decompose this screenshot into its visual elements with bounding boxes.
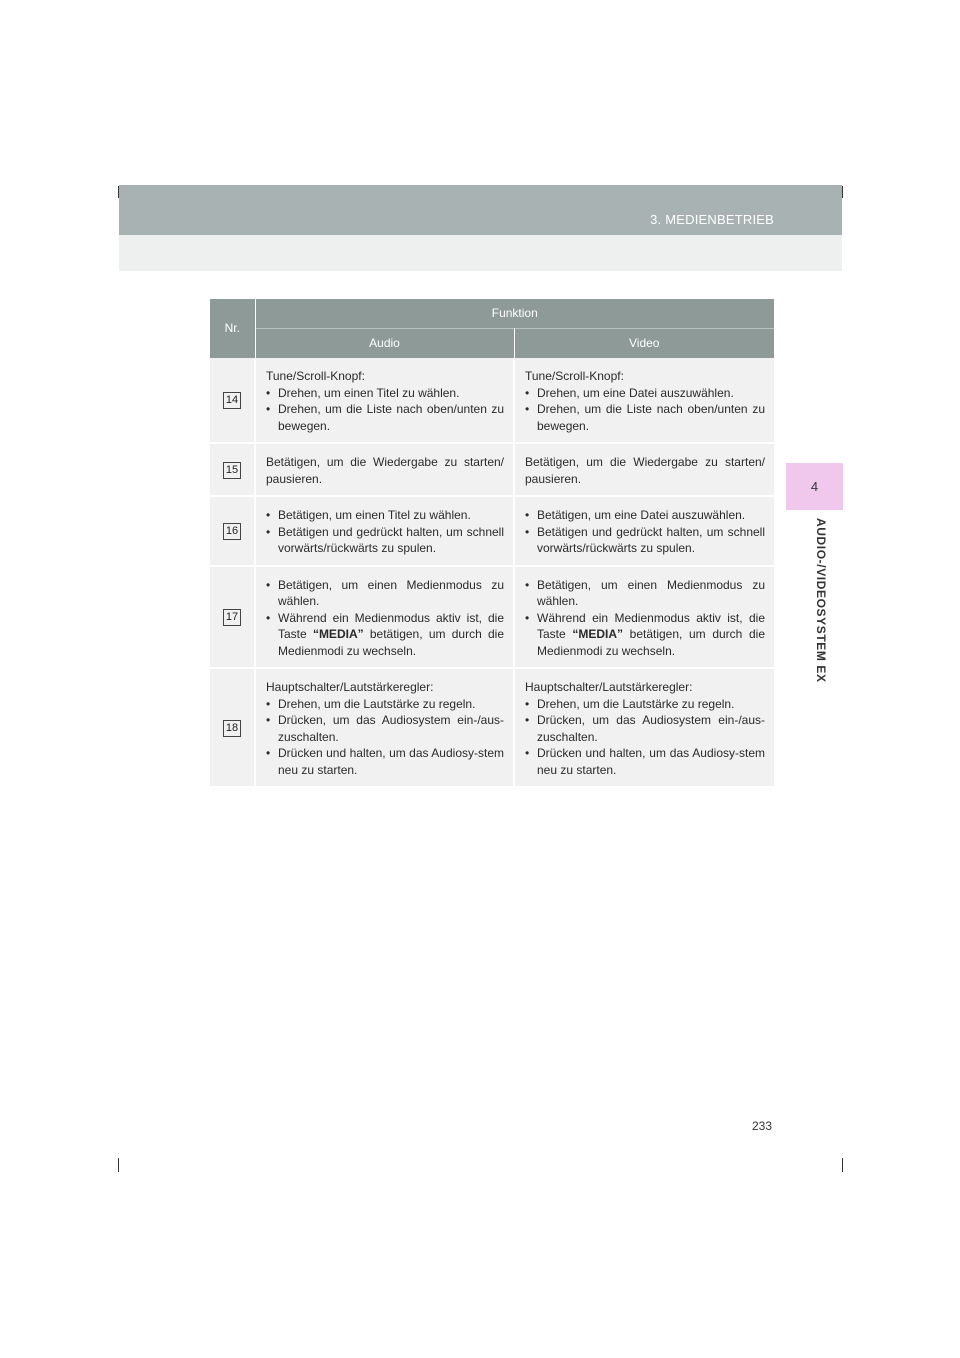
bullet-item: • Drehen, um eine Datei auszuwählen. [525, 385, 765, 402]
audio-cell [255, 566, 514, 669]
function-table [210, 299, 774, 788]
audio-cell [255, 358, 514, 443]
row-number-cell [210, 668, 255, 787]
bullet-item [525, 610, 765, 660]
audio-cell [255, 668, 514, 787]
cell-title: Hauptschalter/Lautstärkeregler: [525, 680, 693, 694]
row-number-cell [210, 443, 255, 496]
header-video: Video [514, 329, 774, 359]
bullet-item: • Drehen, um die Lautstärke zu regeln. [525, 696, 765, 713]
cell-text: Betätigen, um die Wiedergabe zu starten/ pausieren. [266, 455, 504, 486]
video-cell [514, 566, 774, 669]
bullet-text: Während ein Medienmodus aktiv ist, die Taste [537, 610, 765, 641]
bullet-item: • Drehen, um die Liste nach oben/unten zu bewegen. [525, 401, 765, 434]
bullet-item: • Drücken, um das Audiosystem ein-/aus-zuschalten. [266, 712, 504, 745]
bullet-item [266, 610, 504, 660]
media-key-label: “MEDIA” [572, 627, 623, 641]
chapter-number: 4 [810, 479, 819, 494]
audio-cell [255, 443, 514, 496]
table-row [210, 358, 774, 443]
bullet-text: Während ein Medienmodus aktiv ist, die Taste [278, 610, 504, 641]
header-audio: Audio [255, 329, 514, 359]
header-band [119, 185, 842, 235]
cell-text: Betätigen, um die Wiedergabe zu starten/ pausieren. [525, 455, 765, 486]
row-number-cell [210, 566, 255, 669]
bullet-item: • Betätigen und gedrückt halten, um schnell vorwärts/rückwärts zu spulen. [266, 524, 504, 557]
bullet-item: • Drehen, um die Liste nach oben/unten zu bewegen. [266, 401, 504, 434]
bullet-text: betätigen, um durch die Medienmodi zu wechseln. [537, 627, 765, 658]
cell-title: Tune/Scroll-Knopf: [266, 369, 365, 383]
table-row [210, 668, 774, 787]
header-nr: Nr. [210, 299, 255, 358]
crop-mark [842, 186, 843, 198]
section-title: 3. MEDIENBETRIEB [650, 212, 774, 227]
audio-cell [255, 496, 514, 566]
bullet-item: • Betätigen, um eine Datei auszuwählen. [525, 507, 765, 524]
bullet-item: • Betätigen, um einen Titel zu wählen. [266, 507, 504, 524]
table-row [210, 443, 774, 496]
header-funktion: Funktion [255, 299, 774, 329]
row-number-badge: 18 [223, 720, 241, 737]
cell-title: Tune/Scroll-Knopf: [525, 369, 624, 383]
video-cell [514, 443, 774, 496]
video-cell [514, 668, 774, 787]
bullet-item: • Betätigen, um einen Medienmodus zu wählen. [525, 577, 765, 610]
table-row [210, 566, 774, 669]
page-number: 233 [752, 1119, 773, 1133]
chapter-label: AUDIO-/VIDEOSYSTEM EX [814, 518, 828, 683]
video-cell [514, 358, 774, 443]
row-number-badge: 14 [223, 392, 241, 409]
table-row [210, 496, 774, 566]
video-cell [514, 496, 774, 566]
chapter-tab [786, 463, 843, 510]
bullet-item: • Drücken, um das Audiosystem ein-/aus-zuschalten. [525, 712, 765, 745]
bullet-item: • Drehen, um einen Titel zu wählen. [266, 385, 504, 402]
bullet-item: • Betätigen, um einen Medienmodus zu wählen. [266, 577, 504, 610]
header-subband [119, 235, 842, 271]
bullet-item: • Drehen, um die Lautstärke zu regeln. [266, 696, 504, 713]
media-key-label: “MEDIA” [312, 627, 364, 641]
row-number-badge: 17 [223, 609, 241, 626]
row-number-cell [210, 358, 255, 443]
crop-mark [842, 1158, 843, 1172]
bullet-item: • Drücken und halten, um das Audiosy-stem neu zu starten. [266, 745, 504, 778]
row-number-cell [210, 496, 255, 566]
cell-title: Hauptschalter/Lautstärkeregler: [266, 680, 434, 694]
crop-mark [118, 1158, 119, 1172]
row-number-badge: 15 [223, 462, 241, 479]
bullet-item: • Drücken und halten, um das Audiosy-stem neu zu starten. [525, 745, 765, 778]
bullet-text: betätigen, um durch die Medienmodi zu wechseln. [278, 627, 505, 658]
row-number-badge: 16 [223, 523, 241, 540]
bullet-item: • Betätigen und gedrückt halten, um schnell vorwärts/rückwärts zu spulen. [525, 524, 765, 557]
